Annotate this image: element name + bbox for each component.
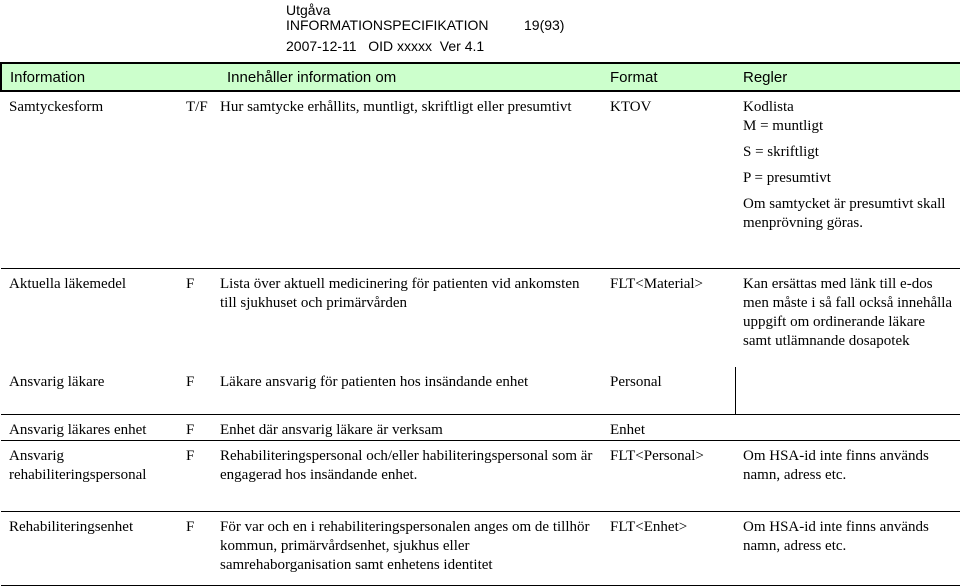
table-row — [1, 414, 960, 440]
cell-format: FLT<Enhet> — [602, 511, 735, 585]
cell-info: Aktuella läkemedel — [9, 275, 127, 292]
cell-desc: Lista över aktuell medicinering för patienten vid ankomsten till sjukhuset och primärvården — [220, 275, 580, 311]
col-header-format: Format — [602, 63, 735, 91]
rule-line: Om samtycket är presumtivt skall menprövning göras. — [743, 196, 946, 231]
rule-line: Kan ersättas med länk till e-dos men måste i så fall också innehålla uppgift om ordinerande läkare samt utlämnande dosapotek — [743, 275, 953, 349]
table-row — [1, 91, 960, 268]
table-row — [1, 268, 960, 367]
cell-format: KTOV — [602, 91, 735, 268]
cell-rules — [735, 414, 960, 440]
cell-desc: Hur samtycke erhållits, muntligt, skriftligt eller presumtivt — [219, 91, 602, 268]
doc-edition: Utgåva — [286, 2, 331, 18]
cell-code: T/F — [186, 91, 219, 268]
col-header-rules: Regler — [735, 63, 960, 91]
cell-rules — [735, 268, 960, 367]
rule-line: S = skriftligt — [743, 144, 819, 160]
cell-desc: Rehabiliteringspersonal och/eller habiliteringspersonal som är engagerad hos insändande enhet. — [219, 440, 602, 511]
table-row — [1, 367, 960, 414]
doc-title — [286, 16, 565, 34]
cell-info: Samtyckesform — [1, 91, 186, 268]
rule-line: M = muntligt — [743, 118, 824, 134]
table-row — [1, 511, 960, 585]
page-number: 19(93) — [524, 17, 565, 33]
cell-desc: Enhet där ansvarig läkare är verksam — [220, 421, 443, 438]
cell-rules — [735, 511, 960, 585]
table-header-row — [1, 63, 960, 91]
cell-format: FLT<Material> — [610, 275, 704, 292]
col-header-information: Information — [1, 63, 186, 91]
cell-code: F — [186, 511, 219, 585]
cell-code: F — [186, 421, 195, 438]
cell-format: Personal — [602, 367, 735, 414]
cell-info: Ansvarig läkare — [1, 367, 186, 414]
cell-code: F — [186, 440, 219, 511]
cell-format: Enhet — [610, 421, 645, 438]
cell-desc: Läkare ansvarig för patienten hos insändande enhet — [219, 367, 602, 414]
rule-line: Kodlista — [743, 99, 794, 115]
cell-info: Ansvarig rehabiliteringspersonal — [1, 440, 186, 511]
cell-format: FLT<Personal> — [602, 440, 735, 511]
cell-info: Ansvarig läkares enhet — [9, 421, 147, 438]
col-header-content: Innehåller information om — [219, 63, 602, 91]
cell-rules — [735, 91, 960, 268]
cell-rules — [735, 367, 960, 414]
cell-desc: För var och en i rehabiliteringspersonalen anges om de tillhör kommun, primärvårdsenhet, sjukhus eller samrehaborganisation samt enhetens identitet — [219, 511, 602, 585]
doc-title-text: INFORMATIONSPECIFIKATION — [286, 17, 489, 33]
cell-rules — [735, 440, 960, 511]
doc-date-version: 2007-12-11 OID xxxxx Ver 4.1 — [286, 38, 485, 54]
cell-info: Rehabiliteringsenhet — [1, 511, 186, 585]
rule-line: Om HSA-id inte finns används namn, adress etc. — [743, 447, 929, 483]
rule-line: P = presumtivt — [743, 170, 831, 186]
rule-line: Om HSA-id inte finns används namn, adress etc. — [743, 518, 929, 554]
cell-code: F — [186, 275, 195, 292]
cell-code: F — [186, 367, 219, 414]
table-row — [1, 440, 960, 511]
information-table — [0, 62, 960, 586]
